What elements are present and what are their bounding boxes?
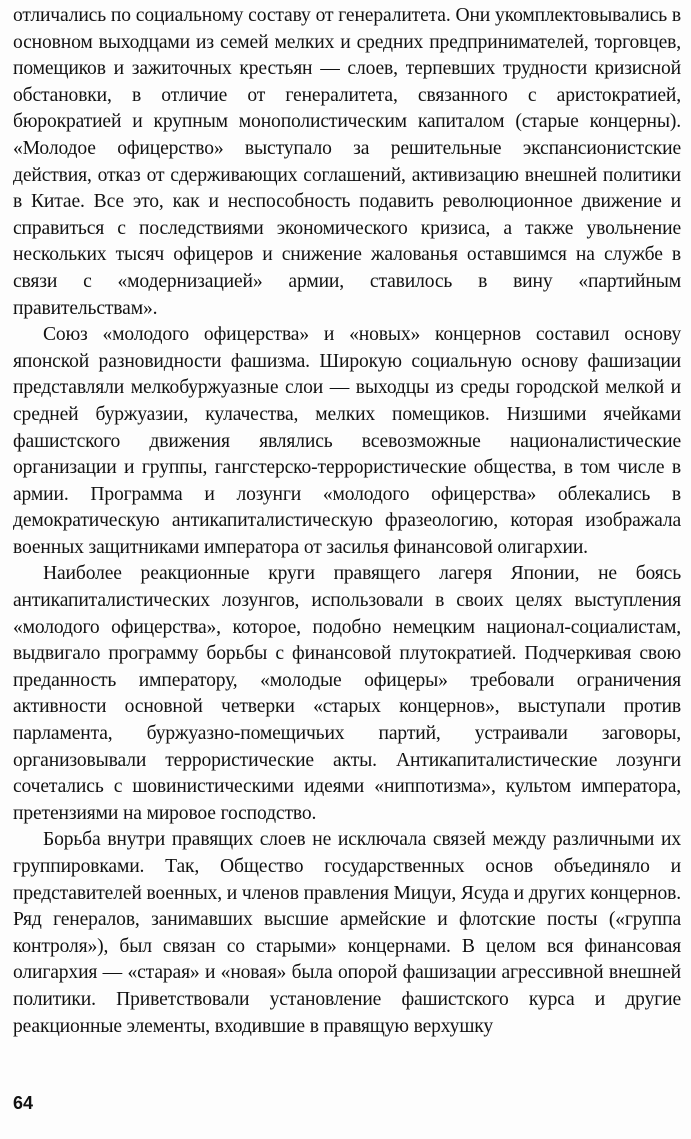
paragraph-4: Борьба внутри правящих слоев не исключала связей между различными их группировками. Так, Общество государственных основ объединяло и представителей военных, и членов правления Мицуи, Ясуда и других концернов. Ряд генералов, занимавших высшие армейские и флотские посты («группа контроля»), был связан со старыми» концернами. В целом вся финансовая олигархия — «старая» и «новая» была опорой фашизации агрессивной внешней политики. Приветствовали установление фашистского курса и другие реакционные элементы, входившие в правящую верхушку	[13, 829, 681, 1037]
paragraph-2: Союз «молодого офицерства» и «новых» концернов составил основу японской разновидности фашизма. Широкую социальную основу фашизации представляли мелкобуржуазные слои — выходцы из среды городской мелкой и средней буржуазии, кулачества, мелких помещиков. Низшими ячейками фашистского движения являлись всевозможные националистические организации и группы, гангстерско-террористические общества, в том числе в армии. Программа и лозунги «молодого офицерства» облекались в демократическую антикапиталистическую фразеологию, которая изображала военных защитниками императора от засилья финансовой олигархии.	[13, 324, 681, 558]
body-text	[13, 3, 681, 1040]
paragraph-3: Наиболее реакционные круги правящего лагеря Японии, не боясь антикапиталистических лозунгов, использовали в своих целях выступления «молодого офицерства», которое, подобно немецким национал-социалистам, выдвигало программу борьбы с финансовой плутократией. Подчеркивая свою преданность императору, «молодые офицеры» требовали ограничения активности основной четверки «старых концернов», выступали против парламента, буржуазно-помещичьих партий, устраивали заговоры, организовывали террористические акты. Антикапиталистические лозунги сочетались с шовинистическими идеями «ниппотизма», культом императора, претензиями на мировое господство.	[13, 563, 681, 824]
paragraph-1: отличались по социальному составу от генералитета. Они укомплектовывались в основном выходцами из семей мелких и средних предпринимателей, торговцев, помещиков и зажиточных крестьян — слоев, терпевших трудности кризисной обстановки, в отличие от генералитета, связанного с аристократией, бюрократией и крупным монополистическим капиталом (старые концерны). «Молодое офицерство» выступало за решительные экспансионистские действия, отказ от сдерживающих соглашений, активизацию внешней политики в Китае. Все это, как и неспособность подавить революционное движение и справиться с последствиями экономического кризиса, а также увольнение нескольких тысяч офицеров и снижение жалованья оставшимся на службе в связи с «модернизацией» армии, ставилось в вину «партийным правительствам».	[13, 5, 681, 319]
page-number: 64	[13, 1093, 34, 1113]
